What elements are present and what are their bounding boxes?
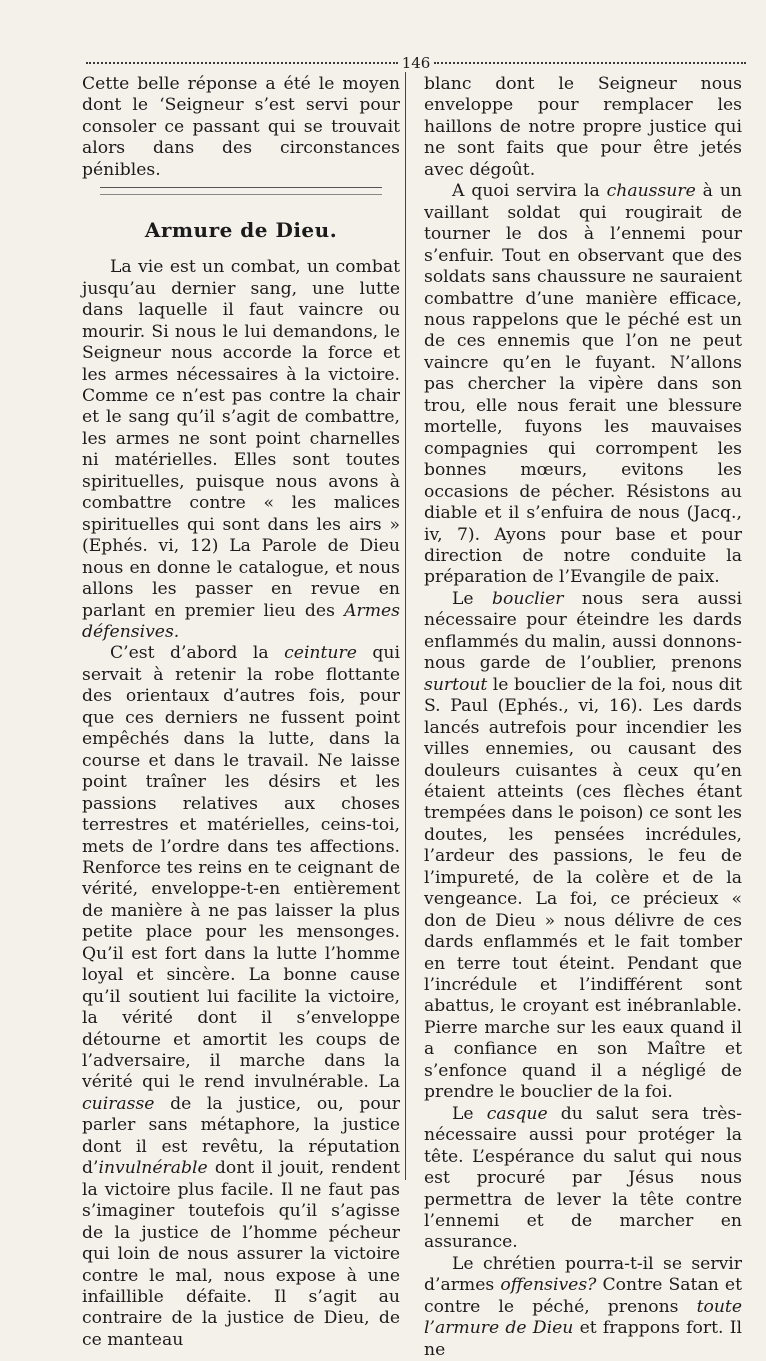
page-header: [86, 56, 746, 70]
header-ornament-right: [434, 62, 746, 64]
paragraph-ceinture: C’est d’abord la ceinture qui servait à retenir la robe flottante des orientaux d’autres fois, pour que ces derniers ne fussent point empêchés dans la lutte, dans la course et dans le travail. Ne laisse point traîner les désirs et les passions relatives aux choses terrestres et matérielles, ceins-toi, mets de l’ordre dans tes affections. Renforce tes reins en te ceignant de vérité, enveloppe-t-en entièrement de manière à ne pas laisser la plus petite place pour les mensonges. Qu’il est fort dans la lutte l’homme loyal et sincère. La bonne cause qu’il soutient lui facilite la victoire, la vérité dont il s’enveloppe détourne et amortit les coups de l’adversaire, il marche dans la vérité qui le rend invulnérable. La cuirasse de la justice, ou, pour parler sans métaphore, la justice dont il est revêtu, la réputation d’invulnérable dont il jouit, rendent la victoire plus facile. Il ne faut pas s’imaginer toutefois qu’il s’agisse de la justice de l’homme pécheur qui loin de nous assurer la victoire contre le mal, nous expose à une infaillible défaite. Il s’agit au contraire de la justice de Dieu, de ce manteau: [82, 643, 400, 1350]
header-ornament-left: [86, 62, 398, 64]
paragraph-closing: Cette belle réponse a été le moyen dont le ‘Seigneur s’est servi pour consoler ce passant qui se trouvait alors dans des circonstances pénibles.: [82, 74, 400, 180]
right-column: [424, 74, 743, 1360]
column-divider: [405, 72, 406, 1180]
section-separator: [100, 187, 382, 195]
page-number: 146: [401, 54, 431, 72]
paragraph-casque: Le casque du salut sera très-nécessaire aussi pour protéger la tête. L’espérance du salut qui nous est procuré par Jésus nous permettra de lever la tête contre l’ennemi et de marcher en assurance.: [424, 1103, 742, 1253]
section-title: Armure de Dieu.: [144, 218, 338, 243]
paragraph-bouclier: Le bouclier nous sera aussi nécessaire pour éteindre les dards enflammés du malin, aussi donnons-nous garde de l’oublier, prenons surtout le bouclier de la foi, nous dit S. Paul (Ephés., vi, 16). Les dards lancés autrefois pour incendier les villes ennemies, ou causant des douleurs cuisantes à ceux qu’en étaient atteints (ces flèches étant trempées dans le poison) ce sont les doutes, les pensées incrédules, l’ardeur des passions, le feu de l’impureté, de la colère et de la vengeance. La foi, ce précieux « don de Dieu » nous délivre de ces dards enflammés et le fait tomber en terre tout éteint. Pendant que l’incrédule et l’indifférent sont abattus, le croyant est inébranlable. Pierre marche sur les eaux quand il a confiance en son Maître et s’enfonce quand il a négligé de prendre le bouclier de la foi.: [424, 588, 742, 1103]
paragraph-armes-offensives: Le chrétien pourra-t-il se servir d’armes offensives? Contre Satan et contre le péché, prenons toute l’armure de Dieu et frappons fort. Il ne: [424, 1253, 743, 1360]
paragraph-intro: La vie est un combat, un combat jusqu’au dernier sang, une lutte dans laquelle il faut vaincre ou mourir. Si nous le lui demandons, le Seigneur nous accorde la force et les armes nécessaires à la victoire. Comme ce n’est pas contre la chair et le sang qu’il s’agit de combattre, les armes ne sont point charnelles ni matérielles. Elles sont toutes spirituelles, puisque nous avons à combattre contre « les malices spirituelles qui sont dans les airs » (Ephés. vi, 12) La Parole de Dieu nous en donne le catalogue, et nous allons les passer en revue en parlant en premier lieu des Armes défensives.: [82, 257, 400, 642]
paragraph-chaussure: A quoi servira la chaussure à un vaillant soldat qui rougirait de tourner le dos à l’ennemi pour s’enfuir. Tout en observant que des soldats sans chaussure ne sauraient combattre d’une manière efficace, nous rappelons que le péché est un de ces ennemis que l’on ne peut vaincre qu’en le fuyant. N’allons pas chercher la vipère dans son trou, elle nous ferait une blessure mortelle, fuyons les mauvaises compagnies qui corrompent les bonnes mœurs, evitons les occasions de pécher. Résistons au diable et il s’enfuira de nous (Jacq., iv, 7). Ayons pour base et pour direction de notre conduite la préparation de l’Evangile de paix.: [424, 181, 742, 588]
left-column: [82, 74, 400, 1350]
paragraph-continuation: blanc dont le Seigneur nous enveloppe pour remplacer les haillons de notre propre justice qui ne sont faits que pour être jetés avec dégoût.: [424, 74, 742, 180]
